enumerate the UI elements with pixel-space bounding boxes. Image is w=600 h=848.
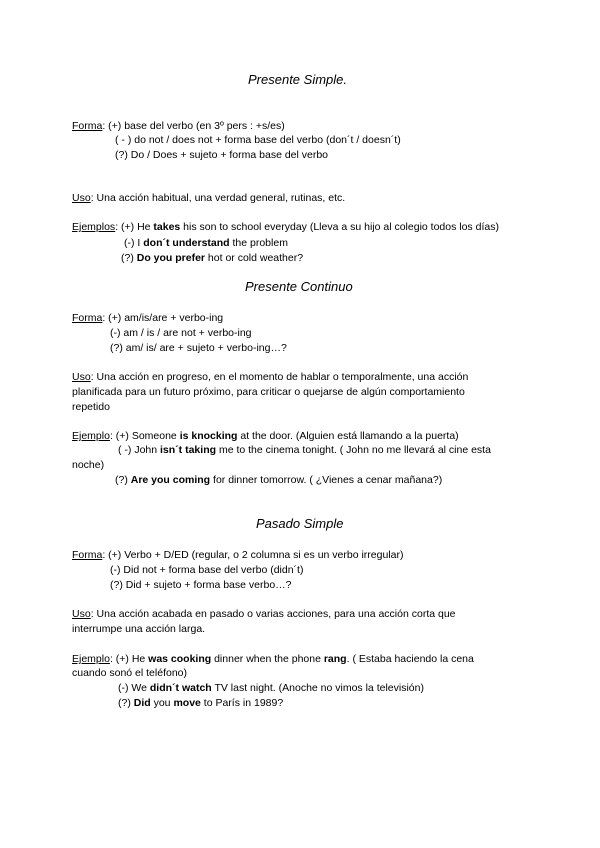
example-verb: Are you coming (130, 474, 211, 486)
forma-line-2: (-) Did not + forma base del verbo (didn´t) (110, 564, 304, 576)
section-title-pasado-simple: Pasado Simple (256, 516, 344, 531)
example-verb: was cooking (148, 653, 212, 665)
example-text: : (+) Someone (109, 430, 180, 442)
forma-label: Forma (72, 549, 103, 561)
example-line-3 (115, 473, 442, 487)
example-verb: takes (153, 221, 181, 233)
example-verb: Do you prefer (136, 252, 206, 264)
example-text: me to the cinema tonight. ( John no me llevará al cine esta (216, 444, 491, 456)
uso-text: : Una acción acabada en pasado o varias acciones, para una acción corta que (90, 608, 456, 620)
uso-line-3: repetido (72, 401, 110, 413)
forma-text: : (+) am/is/are + verbo-ing (102, 312, 224, 324)
uso-label: Uso (72, 371, 91, 383)
example-line-2 (118, 443, 491, 457)
uso-line-2: interrumpe una acción larga. (72, 623, 206, 635)
example-text: the problem (229, 237, 288, 249)
forma-line-2: ( - ) do not / does not + forma base del verbo (don´t / doesn´t) (115, 134, 401, 146)
forma-text: : (+) Verbo + D/ED (regular, o 2 columna si es un verbo irregular) (102, 549, 404, 561)
example-text: hot or cold weather? (205, 252, 304, 264)
section-title-presente-continuo: Presente Continuo (245, 279, 353, 294)
example-line-2-cont: noche) (72, 459, 105, 471)
example-text: (-) I (124, 237, 144, 249)
example-text: (?) (121, 252, 137, 264)
example-line-1-cont: cuando sonó el teléfono) (72, 667, 188, 679)
forma-line-2: (-) am / is / are not + verbo-ing (110, 327, 252, 339)
forma-line-1 (72, 119, 285, 133)
example-text: his son to school everyday (Lleva a su hijo al colegio todos los días) (180, 221, 499, 233)
example-verb: is knocking (179, 430, 238, 442)
example-text: for dinner tomorrow. ( ¿Vienes a cenar mañana?) (210, 474, 443, 486)
example-text: (?) (118, 697, 134, 709)
example-text: to París in 1989? (200, 697, 284, 709)
uso-label: Uso (72, 192, 91, 204)
uso-line (72, 191, 345, 205)
example-text: (-) We (118, 682, 150, 694)
example-text: (?) (115, 474, 131, 486)
example-verb: rang (323, 653, 347, 665)
forma-line-3: (?) am/ is/ are + sujeto + verbo-ing…? (110, 342, 287, 354)
forma-label: Forma (72, 120, 103, 132)
uso-line-2: planificada para un futuro próximo, para criticar o quejarse de algún comportamiento (72, 386, 465, 398)
example-text: dinner when the phone (211, 653, 324, 665)
example-verb: Did (133, 697, 151, 709)
example-text: ( -) John (118, 444, 161, 456)
example-line-2 (124, 236, 288, 250)
ejemplos-label: Ejemplos (72, 221, 116, 233)
example-line-3 (121, 251, 303, 265)
uso-label: Uso (72, 608, 91, 620)
example-line-1 (72, 652, 474, 666)
example-verb: move (173, 697, 201, 709)
forma-line-3: (?) Do / Does + sujeto + forma base del verbo (115, 149, 329, 161)
ejemplo-label: Ejemplo (72, 653, 110, 665)
example-line-3 (118, 696, 283, 710)
example-text: : (+) He (115, 221, 154, 233)
example-line-1 (72, 220, 499, 234)
forma-label: Forma (72, 312, 103, 324)
example-text: . ( Estaba haciendo la cena (346, 653, 474, 665)
uso-text: : Una acción habitual, una verdad general, rutinas, etc. (90, 192, 346, 204)
example-verb: don´t understand (143, 237, 230, 249)
example-text: you (150, 697, 174, 709)
forma-line-3: (?) Did + sujeto + forma base verbo…? (110, 579, 292, 591)
example-text: at the door. (Alguien está llamando a la puerta) (237, 430, 459, 442)
forma-line-1 (72, 311, 223, 325)
example-verb: didn´t watch (149, 682, 212, 694)
example-line-1 (72, 429, 459, 443)
example-text: : (+) He (109, 653, 149, 665)
uso-text: : Una acción en progreso, en el momento de hablar o temporalmente, una acción (90, 371, 469, 383)
forma-text: : (+) base del verbo (en 3º pers : +s/es) (102, 120, 285, 132)
example-verb: isn´t taking (160, 444, 217, 456)
section-title-presente-simple: Presente Simple. (248, 72, 347, 87)
ejemplo-label: Ejemplo (72, 430, 110, 442)
uso-line-1 (72, 370, 468, 384)
example-text: TV last night. (Anoche no vimos la televisión) (211, 682, 424, 694)
uso-line-1 (72, 607, 456, 621)
example-line-2 (118, 681, 424, 695)
forma-line-1 (72, 548, 403, 562)
